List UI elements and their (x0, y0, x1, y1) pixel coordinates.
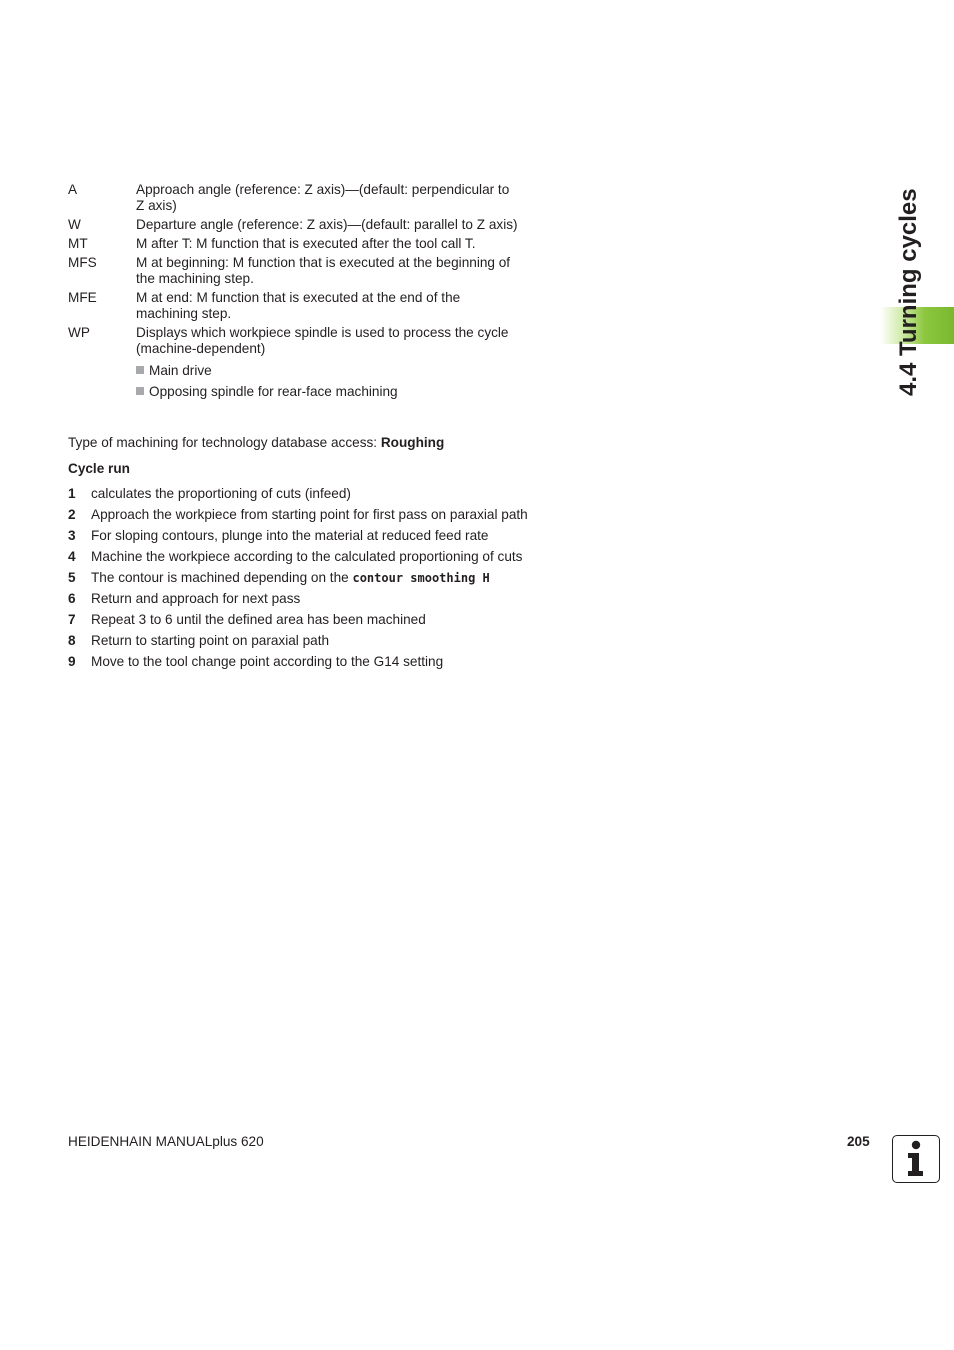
tech-label: Type of machining for technology database access: (68, 435, 381, 450)
step-number: 2 (68, 507, 76, 522)
param-key: MT (68, 236, 88, 251)
step-item (68, 591, 528, 607)
step-item (68, 507, 528, 523)
info-glyph (903, 1140, 929, 1178)
param-desc: M after T: M function that is executed after the tool call T. (136, 236, 476, 251)
param-row (68, 325, 518, 357)
tech-database-line (68, 435, 528, 451)
step-number: 9 (68, 654, 76, 669)
square-bullet-icon (136, 366, 144, 374)
param-row (68, 290, 518, 322)
param-row (68, 255, 518, 287)
param-desc: M at beginning: M function that is executed at the beginning of the machining step. (136, 255, 511, 286)
param-key: MFE (68, 290, 97, 305)
step-text: Move to the tool change point according to the G14 setting (91, 654, 444, 669)
cycle-steps (68, 486, 528, 675)
step-item (68, 570, 528, 586)
param-key: MFS (68, 255, 97, 270)
step-item (68, 654, 528, 670)
step-number: 6 (68, 591, 76, 606)
info-icon (892, 1135, 940, 1183)
param-desc: Displays which workpiece spindle is used to process the cycle (machine-dependent) (136, 325, 509, 356)
param-key: WP (68, 325, 90, 340)
step-item (68, 612, 528, 628)
step-text: Machine the workpiece according to the calculated proportioning of cuts (91, 549, 523, 564)
step-text-lead: The contour is machined depending on the (91, 570, 353, 585)
param-key: A (68, 182, 78, 197)
step-number: 8 (68, 633, 76, 648)
step-text: Return and approach for next pass (91, 591, 301, 606)
step-text: Return to starting point on paraxial path (91, 633, 330, 648)
parameter-list (68, 182, 518, 405)
step-number: 4 (68, 549, 76, 564)
param-row (68, 236, 518, 252)
param-row (68, 217, 518, 233)
square-bullet-icon (136, 387, 144, 395)
step-number: 5 (68, 570, 76, 585)
param-desc: Approach angle (reference: Z axis)—(default: perpendicular to Z axis) (136, 182, 510, 213)
param-desc: M at end: M function that is executed at the end of the machining step. (136, 290, 461, 321)
code-term: contour smoothing H (352, 571, 490, 585)
step-item (68, 633, 528, 649)
step-text: calculates the proportioning of cuts (infeed) (91, 486, 351, 501)
param-desc: Departure angle (reference: Z axis)—(default: parallel to Z axis) (136, 217, 518, 232)
footer-manual-title: HEIDENHAIN MANUALplus 620 (68, 1134, 264, 1149)
step-text (91, 570, 528, 586)
step-item (68, 528, 528, 544)
wp-options-list (136, 363, 518, 400)
step-item (68, 549, 528, 565)
step-text: For sloping contours, plunge into the material at reduced feed rate (91, 528, 489, 543)
step-number: 3 (68, 528, 76, 543)
list-item (136, 384, 518, 400)
step-text: Approach the workpiece from starting point for first pass on paraxial path (91, 507, 528, 522)
param-row (68, 182, 518, 214)
section-heading: Cycle run (68, 461, 130, 476)
page-number: 205 (847, 1134, 870, 1149)
step-text: Repeat 3 to 6 until the defined area has been machined (91, 612, 426, 627)
tech-value: Roughing (380, 435, 445, 450)
list-item (136, 363, 518, 379)
list-item-text: Opposing spindle for rear-face machining (149, 384, 398, 399)
step-item (68, 486, 528, 502)
param-key: W (68, 217, 81, 232)
step-number: 7 (68, 612, 76, 627)
step-number: 1 (68, 486, 76, 501)
list-item-text: Main drive (149, 363, 212, 378)
chapter-title: 4.4 Turning cycles (895, 188, 922, 396)
